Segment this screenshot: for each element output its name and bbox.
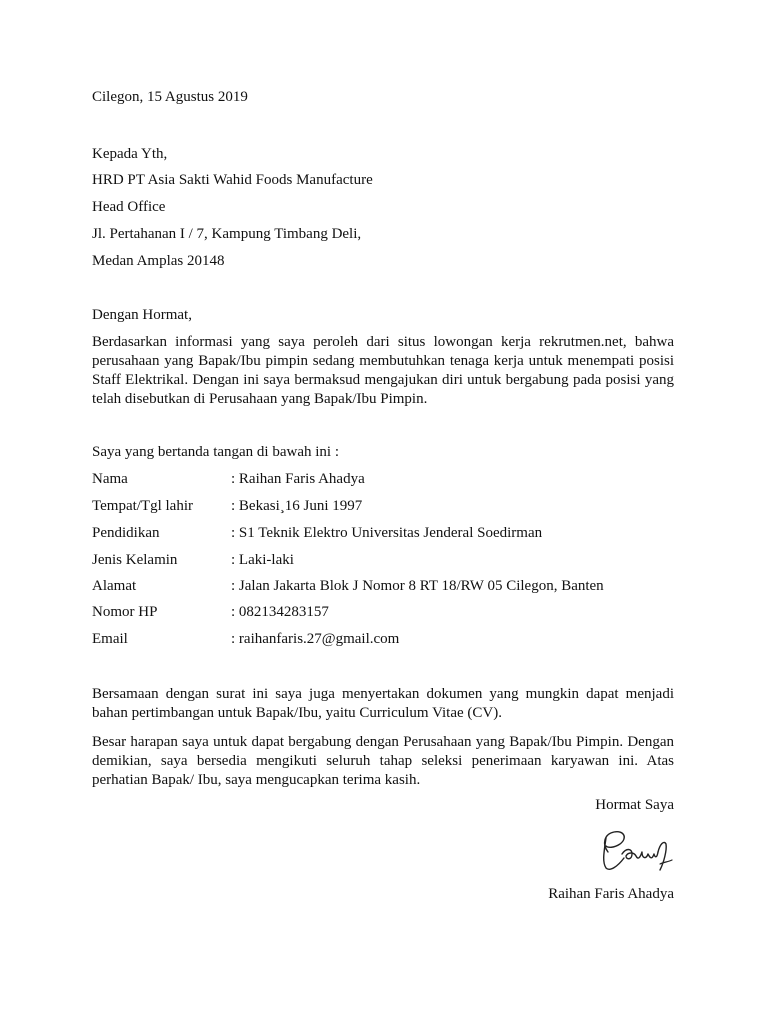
paragraph-2: Bersamaan dengan surat ini saya juga menyertakan dokumen yang mungkin dapat menjadi bahan pertimbangan untuk Bapak/Ibu, yaitu Curriculum Vitae (CV). <box>92 686 674 721</box>
recipient-salutation: Kepada Yth, <box>92 146 168 162</box>
field-label-tempat-tgl-lahir: Tempat/Tgl lahir <box>92 498 194 514</box>
closing: Hormat Saya <box>595 797 674 813</box>
field-label-jenis-kelamin: Jenis Kelamin <box>92 552 178 568</box>
recipient-line-2: Head Office <box>92 199 166 215</box>
place-date: Cilegon, 15 Agustus 2019 <box>92 89 248 105</box>
field-value-pendidikan: : S1 Teknik Elektro Universitas Jenderal Soedirman <box>231 525 543 541</box>
handwritten-signature-icon <box>594 818 676 876</box>
intro-line: Saya yang bertanda tangan di bawah ini : <box>92 444 340 460</box>
signer-name: Raihan Faris Ahadya <box>548 886 674 902</box>
greeting: Dengan Hormat, <box>92 307 192 323</box>
recipient-line-1: HRD PT Asia Sakti Wahid Foods Manufacture <box>92 172 373 188</box>
field-value-alamat: : Jalan Jakarta Blok J Nomor 8 RT 18/RW 05 Cilegon, Banten <box>231 578 604 594</box>
field-value-tempat-tgl-lahir: : Bekasi¸16 Juni 1997 <box>231 498 363 514</box>
field-label-nama: Nama <box>92 471 128 487</box>
field-value-email: : raihanfaris.27@gmail.com <box>231 631 400 647</box>
field-value-nama: : Raihan Faris Ahadya <box>231 471 365 487</box>
recipient-line-4: Medan Amplas 20148 <box>92 253 225 269</box>
paragraph-3: Besar harapan saya untuk dapat bergabung dengan Perusahaan yang Bapak/Ibu Pimpin. Dengan demikian, saya bersedia mengikuti seluruh tahap seleksi penerimaan karyawan ini. Atas perhatian Bapak/ Ibu, saya mengucapkan terima kasih. <box>92 734 674 788</box>
field-label-pendidikan: Pendidikan <box>92 525 160 541</box>
paragraph-1: Berdasarkan informasi yang saya peroleh dari situs lowongan kerja rekrutmen.net, bahwa perusahaan yang Bapak/Ibu pimpin sedang membutuhkan tenaga kerja untuk menempati posisi Staff Elektrikal. Dengan ini saya bermaksud mengajukan diri untuk bergabung pada posisi yang telah disebutkan di Perusahaan yang Bapak/Ibu Pimpin. <box>92 334 674 407</box>
recipient-line-3: Jl. Pertahanan I / 7, Kampung Timbang Deli, <box>92 226 362 242</box>
field-label-alamat: Alamat <box>92 578 137 594</box>
field-value-jenis-kelamin: : Laki-laki <box>231 552 294 568</box>
field-value-nomor-hp: : 082134283157 <box>231 604 329 620</box>
field-label-nomor-hp: Nomor HP <box>92 604 158 620</box>
field-label-email: Email <box>92 631 128 647</box>
